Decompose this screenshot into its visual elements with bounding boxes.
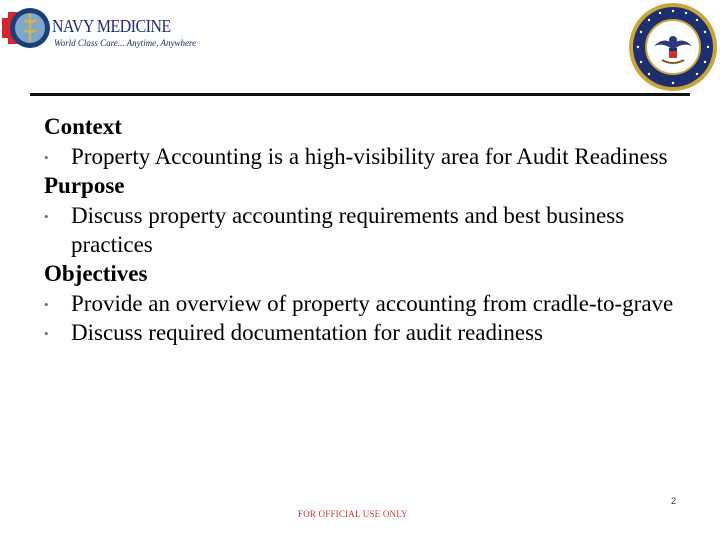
navy-seal-icon	[628, 2, 718, 92]
bullet-text: Property Accounting is a high-visibility area for Audit Readiness	[71, 144, 668, 169]
section-heading: Purpose	[44, 173, 125, 198]
section-context	[44, 112, 684, 171]
bullet-text: Discuss property accounting requirements and best business practices	[71, 203, 625, 257]
bullet-text: Provide an overview of property accounting from cradle-to-grave	[71, 291, 674, 316]
logo-text: NAVY MEDICINE	[52, 16, 171, 36]
list-item	[44, 318, 684, 347]
bullet-icon: •	[44, 326, 49, 341]
slide-body	[44, 112, 684, 347]
list-item	[44, 142, 684, 171]
section-heading: Objectives	[44, 261, 148, 286]
section-objectives	[44, 259, 684, 347]
navy-medicine-logo	[2, 4, 197, 54]
header-divider	[30, 93, 690, 96]
section-purpose	[44, 171, 684, 259]
classification-footer: FOR OFFICIAL USE ONLY	[298, 509, 408, 519]
navy-medicine-emblem-icon	[2, 4, 52, 54]
list-item	[44, 289, 684, 318]
bullet-icon: •	[44, 209, 49, 224]
bullet-text: Discuss required documentation for audit readiness	[71, 320, 544, 345]
department-of-navy-seal	[628, 2, 718, 92]
list-item	[44, 201, 684, 259]
section-heading: Context	[44, 114, 122, 139]
bullet-icon: •	[44, 150, 49, 165]
page-number: 2	[671, 496, 677, 506]
logo-tagline: World Class Care... Anytime, Anywhere	[54, 38, 197, 48]
bullet-icon: •	[44, 297, 49, 312]
